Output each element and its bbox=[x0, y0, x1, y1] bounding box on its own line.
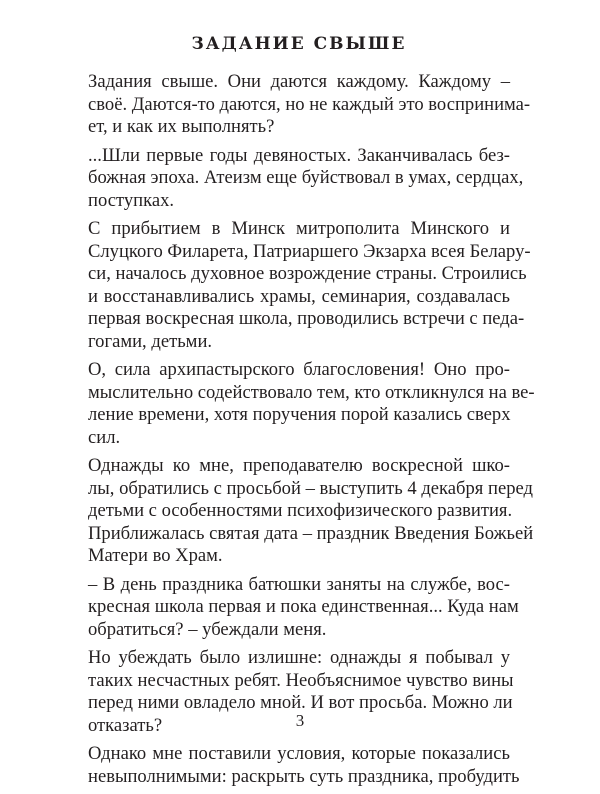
text-line: Приближалась святая дата – праздник Введения Божьей bbox=[88, 522, 534, 544]
text-line: Матери во Храм. bbox=[88, 545, 223, 566]
paragraph bbox=[88, 144, 524, 213]
text-line: ...Шли первые годы девяностых. Заканчивалась без- bbox=[88, 144, 510, 166]
text-line: кресная школа первая и пока единственная... Куда нам bbox=[88, 596, 519, 617]
text-line: поступках. bbox=[88, 189, 175, 211]
text-line: детьми с особенностями психофизического развития. bbox=[88, 500, 513, 521]
text-line: божная эпоха. Атеизм еще буйствовал в умах, сердцах, bbox=[88, 167, 524, 188]
paragraph bbox=[88, 71, 531, 139]
text-line: О, сила архипастырского благословения! Оно про- bbox=[88, 359, 510, 380]
text-line: ление времени, хотя поручения порой казались сверх bbox=[88, 404, 511, 425]
page-body bbox=[88, 34, 535, 794]
paragraph bbox=[88, 573, 519, 642]
text-line: Однажды ко мне, преподавателю воскресной шко- bbox=[88, 455, 510, 476]
paragraph bbox=[88, 218, 531, 353]
text-line: таких несчастных ребят. Необъяснимое чувство вины bbox=[88, 669, 514, 691]
paragraph bbox=[88, 455, 534, 568]
chapter-title: ЗАДАНИЕ СВЫШЕ bbox=[191, 34, 407, 54]
text-line: обратиться? – убеждали меня. bbox=[88, 618, 327, 640]
text-line: первая воскресная школа, проводились встречи с педа- bbox=[88, 308, 525, 329]
page-number: 3 bbox=[295, 711, 305, 730]
text-line: Задания свыше. Они даются каждому. Каждому – bbox=[88, 71, 510, 92]
text-line: мыслительно содействовало тем, кто откликнулся на ве- bbox=[88, 381, 535, 403]
text-line: сил. bbox=[88, 426, 121, 448]
text-line: Слуцкого Филарета, Патриаршего Экзарха всея Белару- bbox=[88, 240, 531, 262]
text-line: Но убеждать было излишне: однажды я побывал у bbox=[88, 647, 510, 668]
text-line: – В день праздника батюшки заняты на службе, вос- bbox=[88, 573, 510, 595]
text-line: гогами, детьми. bbox=[88, 330, 213, 352]
text-line: си, началось духовное возрождение страны. Строились bbox=[88, 263, 527, 284]
paragraph bbox=[88, 359, 535, 449]
text-line: Однако мне поставили условия, которые показались bbox=[88, 743, 510, 764]
text-line: и восстанавливались храмы, семинария, создавалась bbox=[88, 285, 510, 307]
text-line: невыполнимыми: раскрыть суть праздника, пробудить bbox=[88, 765, 520, 787]
text-body bbox=[88, 71, 535, 788]
text-line: ет, и как их выполнять? bbox=[88, 116, 275, 137]
text-line: отказать? bbox=[88, 714, 163, 736]
text-line: лы, обратились с просьбой – выступить 4 декабря перед bbox=[88, 477, 533, 499]
text-line: С прибытием в Минск митрополита Минского и bbox=[88, 218, 510, 239]
text-line: своё. Даются-то даются, но не каждый это воспринима- bbox=[88, 93, 531, 115]
text-line: перед ними овладело мной. И вот просьба. Можно ли bbox=[88, 692, 513, 713]
